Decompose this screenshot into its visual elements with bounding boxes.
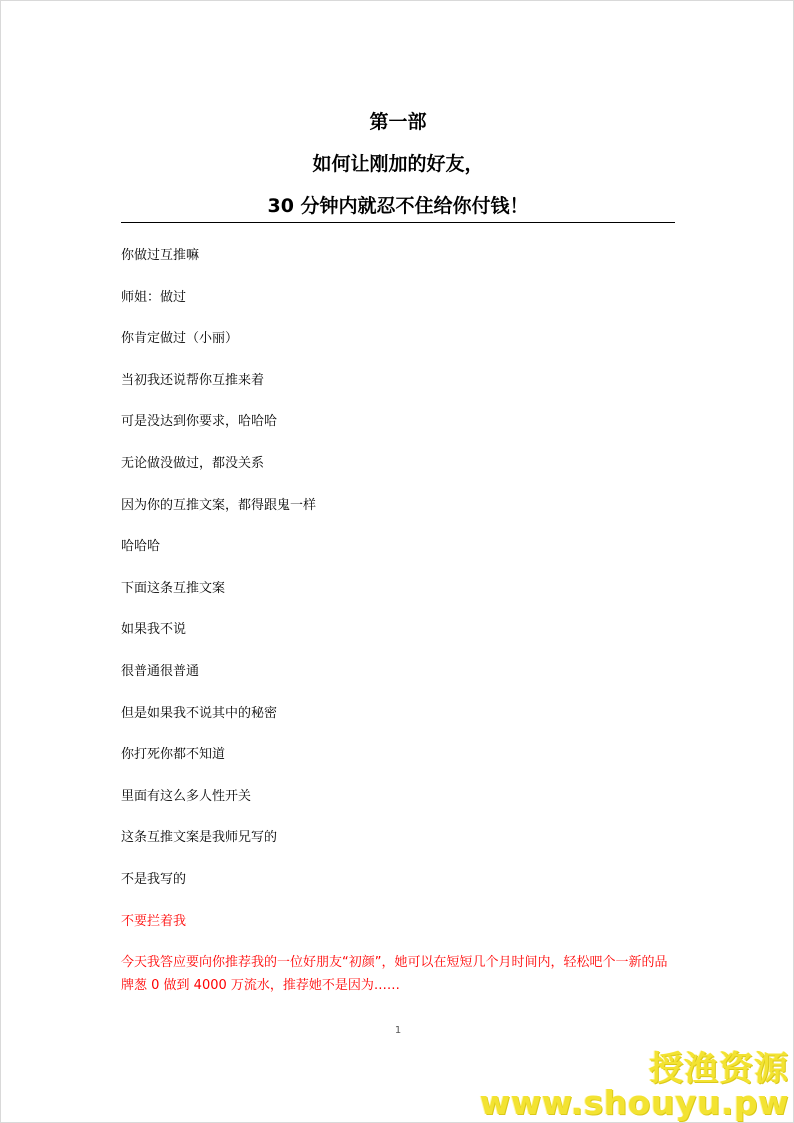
body-line: 当初我还说帮你互推来着 [121, 372, 265, 388]
closing-paragraph: 今天我答应要向你推荐我的一位好朋友“初颜”，她可以在短短几个月时间内，轻松吧个一新的品牌葱 0 做到 4000 万流水，推荐她不是因为…… [121, 955, 668, 993]
body-line: 你做过互推嘛 [121, 248, 200, 263]
body-line: 这条互推文案是我师兄写的 [121, 830, 278, 846]
body-line: 无论做没做过，都没关系 [121, 455, 265, 471]
dialogue-lines [121, 245, 677, 952]
body-line: 哈哈哈 [121, 539, 161, 555]
chapter-title [121, 101, 675, 227]
body-line: 你打死你都不知道 [121, 747, 226, 763]
body-line: 很普通很普通 [121, 663, 200, 679]
body-line: 你肯定做过（小丽） [121, 331, 239, 347]
body-line: 不是我写的 [121, 871, 187, 887]
body-line: 可是没达到你要求，哈哈哈 [121, 414, 278, 430]
chapter-heading-line-1: 如何让刚加的好友， [312, 153, 484, 175]
watermark-url: www.shouyu.pw [479, 1083, 789, 1122]
body-line: 不要拦着我 [121, 913, 187, 929]
page-number: 1 [394, 1025, 402, 1036]
body-line: 因为你的互推文案，都得跟鬼一样 [121, 497, 317, 513]
chapter-number: 第一部 [369, 111, 427, 133]
chapter-heading-line-2: 30 分钟内就忍不住给你付钱！ [267, 195, 529, 217]
body-line: 里面有这么多人性开关 [121, 788, 252, 804]
body-line: 下面这条互推文案 [121, 580, 226, 596]
body-line: 师姐：做过 [121, 289, 187, 305]
body-line: 如果我不说 [121, 622, 187, 638]
title-divider [121, 222, 675, 223]
watermark-text: 授渔资源 [649, 1049, 789, 1089]
body-line: 但是如果我不说其中的秘密 [121, 705, 278, 721]
